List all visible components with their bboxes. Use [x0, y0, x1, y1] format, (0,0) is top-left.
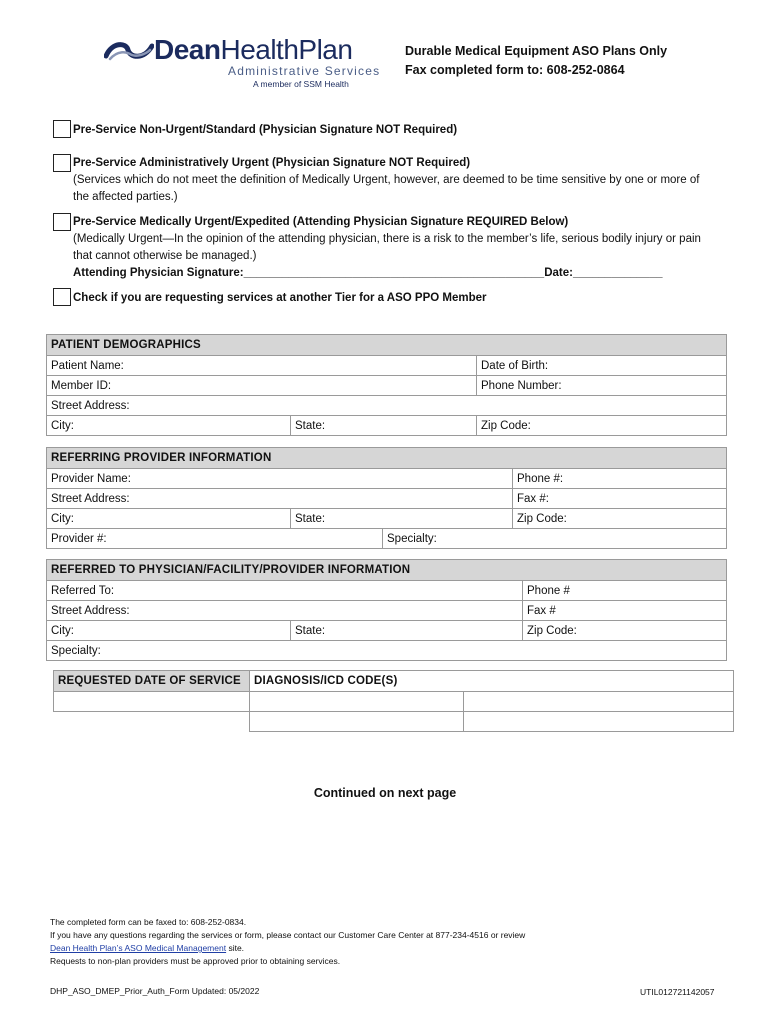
- footer-fax-line: The completed form can be faxed to: 608-252-0834.: [50, 917, 247, 927]
- referred-phone-field[interactable]: Phone #: [523, 581, 727, 601]
- service-diagnosis-table: [53, 670, 734, 732]
- checkbox-medically-urgent[interactable]: [53, 213, 71, 231]
- footer-questions-line: If you have any questions regarding the services or form, please contact our Customer Care Center at 877-234-4516 or review: [50, 930, 526, 940]
- logo-swoosh-icon: [104, 40, 154, 62]
- option-medically-urgent-desc: (Medically Urgent—In the opinion of the attending physician, there is a risk to the member’s life, serious bodily injury or pain that cannot otherwise be managed.): [73, 233, 701, 262]
- patient-phone-field[interactable]: Phone Number:: [477, 376, 727, 396]
- dean-health-plan-logo: [100, 36, 380, 96]
- patient-demographics-table: [46, 334, 727, 436]
- patient-state-field[interactable]: State:: [291, 416, 477, 436]
- option-non-urgent-label: Pre-Service Non-Urgent/Standard (Physician Signature NOT Required): [73, 124, 458, 136]
- provider-phone-field[interactable]: Phone #:: [513, 469, 727, 489]
- referred-city-field[interactable]: City:: [47, 621, 291, 641]
- form-code: UTIL012721142057: [640, 987, 715, 997]
- patient-zip-field[interactable]: Zip Code:: [477, 416, 727, 436]
- option-other-tier-label: Check if you are requesting services at another Tier for a ASO PPO Member: [73, 292, 487, 304]
- patient-dob-field[interactable]: Date of Birth:: [477, 356, 727, 376]
- diagnosis-header: DIAGNOSIS/ICD CODE(S): [250, 671, 734, 692]
- footer-requests-line: Requests to non-plan providers must be approved prior to obtaining services.: [50, 956, 341, 966]
- diagnosis-cell-3[interactable]: [250, 712, 464, 732]
- referred-to-field[interactable]: Referred To:: [47, 581, 523, 601]
- diagnosis-cell-2[interactable]: [464, 692, 734, 712]
- provider-number-field[interactable]: Provider #:: [47, 529, 383, 549]
- provider-state-field[interactable]: State:: [291, 509, 513, 529]
- requested-date-cell[interactable]: [54, 692, 250, 712]
- diagnosis-cell-4[interactable]: [464, 712, 734, 732]
- footer-link-suffix: site.: [226, 943, 245, 953]
- patient-section-header: PATIENT DEMOGRAPHICS: [47, 335, 727, 356]
- provider-city-field[interactable]: City:: [47, 509, 291, 529]
- checkbox-admin-urgent[interactable]: [53, 154, 71, 172]
- checkbox-non-urgent[interactable]: [53, 120, 71, 138]
- logo-subtitle: Administrative Services: [228, 64, 381, 78]
- referring-section-header: REFERRING PROVIDER INFORMATION: [47, 448, 727, 469]
- logo-brand-light: HealthPlan: [220, 34, 353, 65]
- diagnosis-cell-1[interactable]: [250, 692, 464, 712]
- referred-section-header: REFERRED TO PHYSICIAN/FACILITY/PROVIDER INFORMATION: [47, 560, 727, 581]
- provider-name-field[interactable]: Provider Name:: [47, 469, 513, 489]
- referred-specialty-field[interactable]: Specialty:: [47, 641, 727, 661]
- requested-date-header: REQUESTED DATE OF SERVICE: [54, 671, 250, 692]
- referred-to-table: [46, 559, 727, 661]
- provider-zip-field[interactable]: Zip Code:: [513, 509, 727, 529]
- footer-notes: [50, 916, 525, 968]
- fax-instruction: Fax completed form to: 608-252-0864: [405, 63, 625, 77]
- continued-note: Continued on next page: [313, 786, 457, 800]
- member-id-field[interactable]: Member ID:: [47, 376, 477, 396]
- medical-management-link[interactable]: Dean Health Plan’s ASO Medical Management: [50, 943, 227, 953]
- checkbox-other-tier[interactable]: [53, 288, 71, 306]
- patient-name-field[interactable]: Patient Name:: [47, 356, 477, 376]
- form-title: Durable Medical Equipment ASO Plans Only: [405, 44, 668, 58]
- option-admin-urgent-label: Pre-Service Administratively Urgent (Physician Signature NOT Required): [73, 157, 471, 169]
- referred-street-field[interactable]: Street Address:: [47, 601, 523, 621]
- provider-fax-field[interactable]: Fax #:: [513, 489, 727, 509]
- referred-state-field[interactable]: State:: [291, 621, 523, 641]
- empty-cell: [54, 712, 250, 732]
- logo-brand-bold: Dean: [154, 34, 221, 65]
- attending-signature-line[interactable]: Attending Physician Signature:_______________________________________________Date:______________: [73, 267, 663, 279]
- referred-fax-field[interactable]: Fax #: [523, 601, 727, 621]
- form-id: DHP_ASO_DMEP_Prior_Auth_Form Updated: 05/2022: [50, 986, 260, 996]
- referred-zip-field[interactable]: Zip Code:: [523, 621, 727, 641]
- option-admin-urgent-desc: (Services which do not meet the definition of Medically Urgent, however, are deemed to be time sensitive by one or more of the affected parties.): [73, 174, 700, 203]
- patient-street-field[interactable]: Street Address:: [47, 396, 727, 416]
- logo-member-text: A member of SSM Health: [253, 79, 349, 89]
- patient-city-field[interactable]: City:: [47, 416, 291, 436]
- provider-specialty-field[interactable]: Specialty:: [383, 529, 727, 549]
- referring-provider-table: [46, 447, 727, 549]
- option-medically-urgent-label: Pre-Service Medically Urgent/Expedited (Attending Physician Signature REQUIRED Below): [73, 216, 569, 228]
- provider-street-field[interactable]: Street Address:: [47, 489, 513, 509]
